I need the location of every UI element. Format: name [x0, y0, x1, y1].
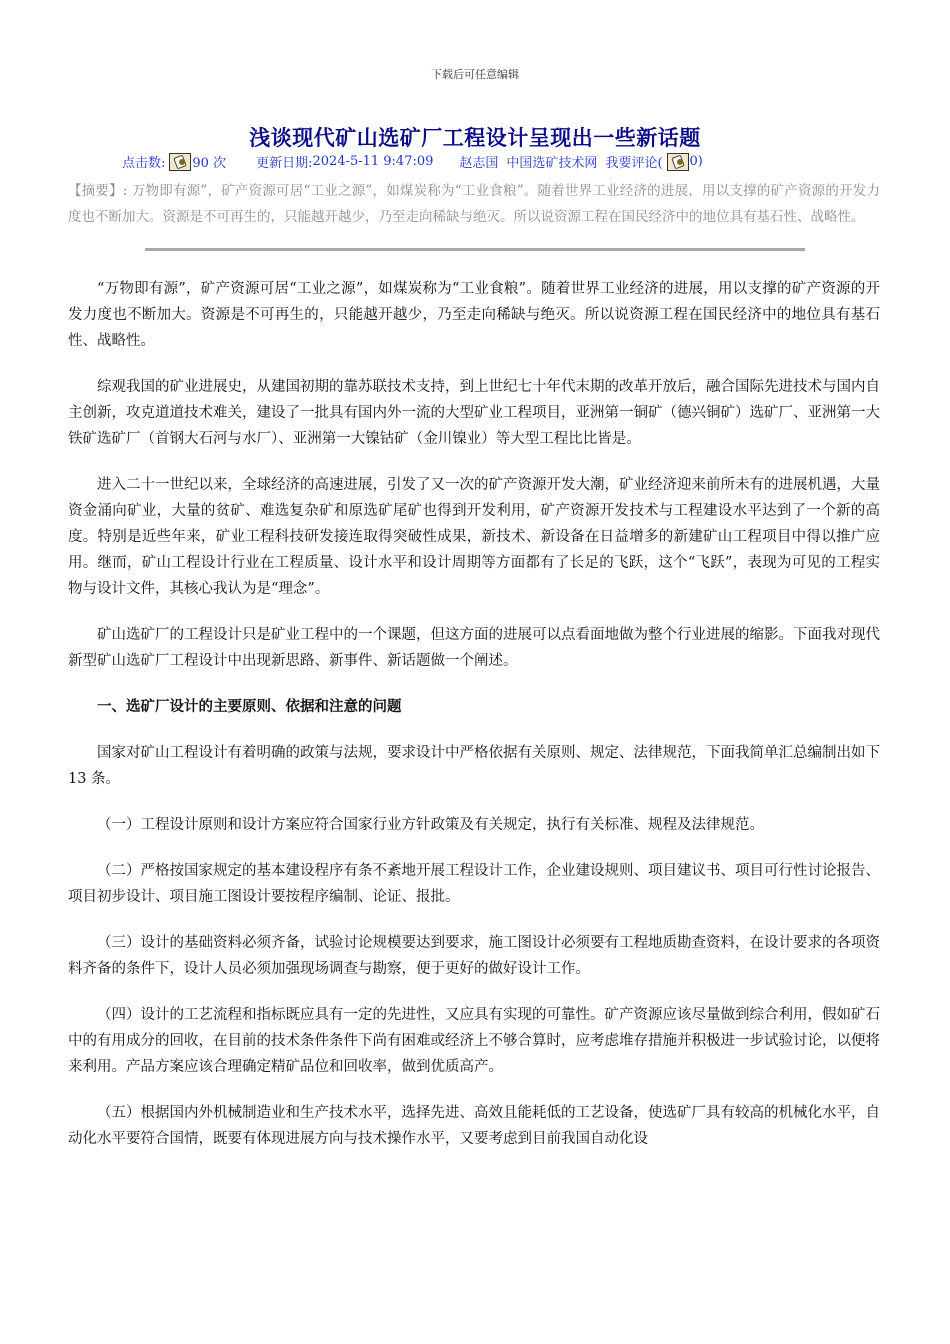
list-item: （二）严格按国家规定的基本建设程序有条不紊地开展工程设计工作，企业建设规则、项目建议书、项目可行性讨论报告、项目初步设计、项目施工图设计要按程序编制、论证、报批。: [68, 863, 880, 905]
comment-link[interactable]: 我要评论(: [605, 156, 663, 171]
list-item: （四）设计的工艺流程和指标既应具有一定的先进性，又应具有实现的可靠性。矿产资源应该尽量做到综合利用，假如矿石中的有用成分的回收，在目前的技术条件条件下尚有困难或经济上不够合算时，应考虑堆存措施并积极进一步试验讨论，以便将来利用。产品方案应该合理确定精矿品位和回收率，做到优质高产。: [68, 1007, 880, 1075]
author-link[interactable]: 赵志国: [459, 156, 499, 171]
section-intro: 国家对矿山工程设计有着明确的政策与法规，要求设计中严格依据有关原则、规定、法律规范，下面我简单汇总编制出如下 13 条。: [68, 745, 880, 787]
source-link[interactable]: 中国选矿技术网: [506, 156, 598, 171]
article-body: [68, 276, 880, 1172]
paragraph: 综观我国的矿业进展史，从建国初期的靠苏联技术支持，到上世纪七十年代末期的改革开放后，融合国际先进技术与国内自主创新，攻克道道技术难关，建设了一批具有国内外一流的大型矿业工程项目，亚洲第一铜矿（德兴铜矿）选矿厂、亚洲第一大铁矿选矿厂（首钢大石河与水厂）、亚洲第一大镍钴矿（金川镍业）等大型工程比比皆是。: [68, 379, 880, 447]
section-heading: 一、选矿厂设计的主要原则、依据和注意的问题: [97, 698, 402, 715]
article-title: 浅谈现代矿山选矿厂工程设计呈现出一些新话题: [249, 125, 701, 150]
list-item: （一）工程设计原则和设计方案应符合国家行业方针政策及有关规定，执行有关标准、规程及法律规范。: [97, 817, 764, 833]
article-meta: [122, 152, 703, 171]
updated-value: 2024-5-11 9:47:09: [312, 154, 434, 169]
paragraph: “万物即有源”，矿产资源可居“工业之源”，如煤炭称为“工业食粮”。随着世界工业经济的进展，用以支撑的矿产资源的开发力度也不断加大。资源是不可再生的，只能越开越少，乃至走向稀缺与绝灭。所以说资源工程在国民经济中的地位具有基石性、战略性。: [68, 281, 880, 349]
list-item: （三）设计的基础资料必须齐备，试验讨论规模要达到要求，施工图设计必须要有工程地质勘查资料，在设计要求的各项资料齐备的条件下，设计人员必须加强现场调查与勘察，便于更好的做好设计工作。: [68, 935, 880, 977]
paragraph: 进入二十一世纪以来，全球经济的高速进展，引发了又一次的矿产资源开发大潮，矿业经济迎来前所未有的进展机遇，大量资金涌向矿业，大量的贫矿、难选复杂矿和原选矿尾矿也得到开发利用，矿产资源开发技术与工程建设水平达到了一个新的高度。特别是近些年来，矿业工程科技研发接连取得突破性成果，新技术、新设备在日益增多的新建矿山工程项目中得以推广应用。继而，矿山工程设计行业在工程质量、设计水平和设计周期等方面都有了长足的飞跃，这个“飞跃”，表现为可见的工程实物与设计文件，其核心我认为是“理念”。: [68, 477, 880, 597]
comment-count: 0): [689, 154, 703, 169]
paragraph: 矿山选矿厂的工程设计只是矿业工程中的一个课题，但这方面的进展可以点看面地做为整个行业进展的缩影。下面我对现代新型矿山选矿厂工程设计中出现新思路、新事件、新话题做一个阐述。: [68, 627, 880, 669]
hits-icon: [169, 153, 191, 171]
abstract: 【摘要】: 万物即有源”，矿产资源可居“工业之源”，如煤炭称为“工业食粮”。随着世界工业经济的进展，用以支撑的矿产资源的开发力度也不断加大。资源是不可再生的，只能越开越少，乃至走向稀缺与绝灭。所以说资源工程在国民经济中的地位具有基石性、战略性。: [68, 183, 880, 225]
page-header-note: 下载后可任意编辑: [431, 68, 519, 81]
updated-label: 更新日期:: [256, 156, 313, 171]
hits-label: 点击数:: [122, 156, 166, 171]
divider: [145, 248, 805, 251]
comment-icon[interactable]: [667, 153, 689, 171]
list-item: （五）根据国内外机械制造业和生产技术水平，选择先进、高效且能耗低的工艺设备，使选矿厂具有较高的机械化水平，自动化水平要符合国情，既要有体现进展方向与技术操作水平，又要考虑到目前我国自动化设: [68, 1105, 880, 1147]
hits-value: 90 次: [192, 156, 227, 171]
